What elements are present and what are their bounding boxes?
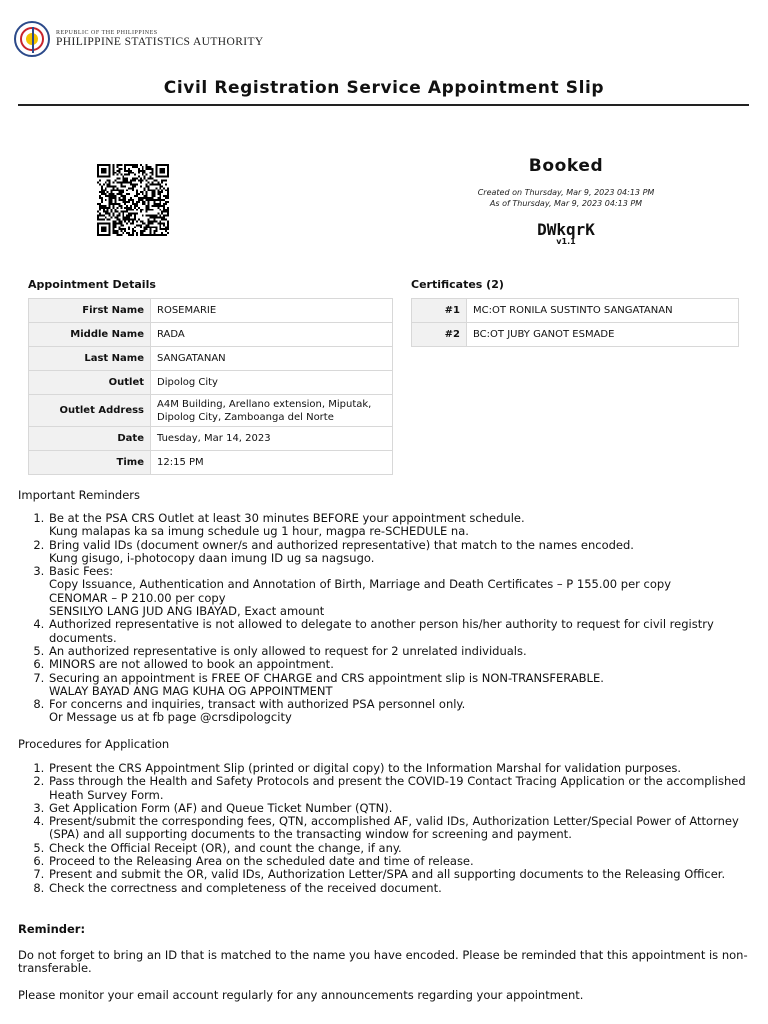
certificate-value: MC:OT RONILA SUSTINTO SANGATANAN bbox=[467, 299, 739, 323]
list-item: 4. Present/submit the corresponding fees, QTN, accomplished AF, valid IDs, Authorization Letter/Special Power of Attorney (SPA) and all supporting documents to the transacting window for screening and payment. bbox=[48, 815, 753, 842]
list-item bbox=[48, 658, 753, 671]
table-row bbox=[29, 395, 393, 427]
field-value: SANGATANAN bbox=[151, 347, 393, 371]
list-line: 4. Authorized representative is not allowed to delegate to another person his/her authority to request for civil registry documents. bbox=[49, 617, 714, 645]
psa-header bbox=[14, 16, 264, 62]
field-value: A4M Building, Arellano extension, Miputak, Dipolog City, Zamboanga del Norte bbox=[151, 395, 393, 427]
org-title: PHILIPPINE STATISTICS AUTHORITY bbox=[56, 36, 264, 48]
monitor-text: Please monitor your email account regularly for any announcements regarding your appointment. bbox=[18, 988, 584, 1002]
table-row bbox=[29, 347, 393, 371]
table-row bbox=[412, 299, 739, 323]
list-line: WALAY BAYAD ANG MAG KUHA OG APPOINTMENT bbox=[49, 683, 333, 698]
list-line: 5. An authorized representative is only allowed to request for 2 unrelated individuals. bbox=[49, 643, 527, 658]
list-item: 3. Get Application Form (AF) and Queue Ticket Number (QTN). bbox=[48, 802, 753, 815]
psa-seal-icon bbox=[14, 21, 50, 57]
booking-status: Booked bbox=[528, 156, 604, 176]
field-label: Date bbox=[29, 427, 151, 451]
table-row bbox=[29, 323, 393, 347]
as-of-timestamp: As of Thursday, Mar 9, 2023 04:13 PM bbox=[489, 199, 643, 208]
list-item: 6. Proceed to the Releasing Area on the scheduled date and time of release. bbox=[48, 855, 753, 868]
field-value: RADA bbox=[151, 323, 393, 347]
list-item bbox=[48, 618, 753, 645]
list-item bbox=[48, 512, 753, 539]
field-label: Middle Name bbox=[29, 323, 151, 347]
certificates-heading: Certificates (2) bbox=[411, 278, 504, 291]
list-line: Kung malapas ka sa imung schedule ug 1 hour, magpa re-SCHEDULE na. bbox=[49, 524, 469, 539]
table-row bbox=[412, 323, 739, 347]
list-line: SENSILYO LANG JUD ANG IBAYAD, Exact amount bbox=[49, 604, 325, 619]
org-republic: REPUBLIC OF THE PHILIPPINES bbox=[56, 30, 158, 36]
field-label: First Name bbox=[29, 299, 151, 323]
reminders-list bbox=[48, 512, 753, 725]
field-label: Time bbox=[29, 451, 151, 475]
org-name bbox=[56, 30, 264, 48]
list-line: 6. MINORS are not allowed to book an appointment. bbox=[49, 657, 334, 672]
list-item bbox=[48, 565, 753, 618]
certificate-number: #2 bbox=[412, 323, 467, 347]
list-line: 8. For concerns and inquiries, transact with authorized PSA personnel only. bbox=[49, 697, 466, 712]
appointment-details-table bbox=[28, 298, 393, 475]
certificate-number: #1 bbox=[412, 299, 467, 323]
qr-code bbox=[96, 164, 170, 236]
table-row bbox=[29, 451, 393, 475]
list-item bbox=[48, 645, 753, 658]
list-item: 2. Pass through the Health and Safety Protocols and present the COVID-19 Contact Tracing Application or the accomplished Heath Survey Form. bbox=[48, 775, 753, 802]
list-item bbox=[48, 698, 753, 725]
procedures-heading: Procedures for Application bbox=[18, 737, 170, 751]
list-line: Copy Issuance, Authentication and Annotation of Birth, Marriage and Death Certificates – P 155.00 per copy bbox=[49, 577, 671, 592]
list-line: CENOMAR – P 210.00 per copy bbox=[49, 590, 226, 605]
list-line: 1. Be at the PSA CRS Outlet at least 30 minutes BEFORE your appointment schedule. bbox=[49, 511, 525, 525]
field-label: Outlet bbox=[29, 371, 151, 395]
list-item: 7. Present and submit the OR, valid IDs, Authorization Letter/SPA and all supporting documents to the Releasing Officer. bbox=[48, 868, 753, 881]
field-label: Last Name bbox=[29, 347, 151, 371]
list-item bbox=[48, 539, 753, 566]
list-line: 7. Securing an appointment is FREE OF CHARGE and CRS appointment slip is NON-TRANSFERABLE. bbox=[49, 670, 604, 685]
field-value: Dipolog City bbox=[151, 371, 393, 395]
list-line: Or Message us at fb page @crsdipologcity bbox=[49, 710, 292, 725]
field-value: ROSEMARIE bbox=[151, 299, 393, 323]
created-timestamp: Created on Thursday, Mar 9, 2023 04:13 PM bbox=[477, 188, 655, 197]
reminders-heading: Important Reminders bbox=[18, 488, 140, 502]
version-label: v1.1 bbox=[556, 237, 576, 246]
table-row bbox=[29, 299, 393, 323]
reminder-label: Reminder: bbox=[18, 922, 86, 936]
reference-code: DWkqrK bbox=[537, 220, 595, 239]
list-item: 8. Check the correctness and completeness of the received document. bbox=[48, 882, 753, 895]
certificate-value: BC:OT JUBY GANOT ESMADE bbox=[467, 323, 739, 347]
field-label: Outlet Address bbox=[29, 395, 151, 427]
list-item: 5. Check the Official Receipt (OR), and count the change, if any. bbox=[48, 842, 753, 855]
list-item: 1. Present the CRS Appointment Slip (printed or digital copy) to the Information Marshal for validation purposes. bbox=[48, 762, 753, 775]
list-line: 2. Bring valid IDs (document owner/s and authorized representative) that match to the names encoded. bbox=[49, 537, 634, 552]
list-line: Kung gisugo, i-photocopy daan imung ID ug sa nagsugo. bbox=[49, 550, 375, 565]
field-value: 12:15 PM bbox=[151, 451, 393, 475]
procedures-list bbox=[48, 762, 753, 895]
page-title: Civil Registration Service Appointment Slip bbox=[163, 78, 605, 98]
appointment-details-heading: Appointment Details bbox=[28, 278, 156, 291]
certificates-table bbox=[411, 298, 739, 347]
field-value: Tuesday, Mar 14, 2023 bbox=[151, 427, 393, 451]
title-divider bbox=[18, 104, 749, 106]
table-row bbox=[29, 427, 393, 451]
list-line: 3. Basic Fees: bbox=[49, 564, 114, 579]
reminder-text: Do not forget to bring an ID that is matched to the name you have encoded. Please be reminded that this appointment is non-transferable. bbox=[18, 948, 748, 976]
table-row bbox=[29, 371, 393, 395]
list-item bbox=[48, 672, 753, 699]
